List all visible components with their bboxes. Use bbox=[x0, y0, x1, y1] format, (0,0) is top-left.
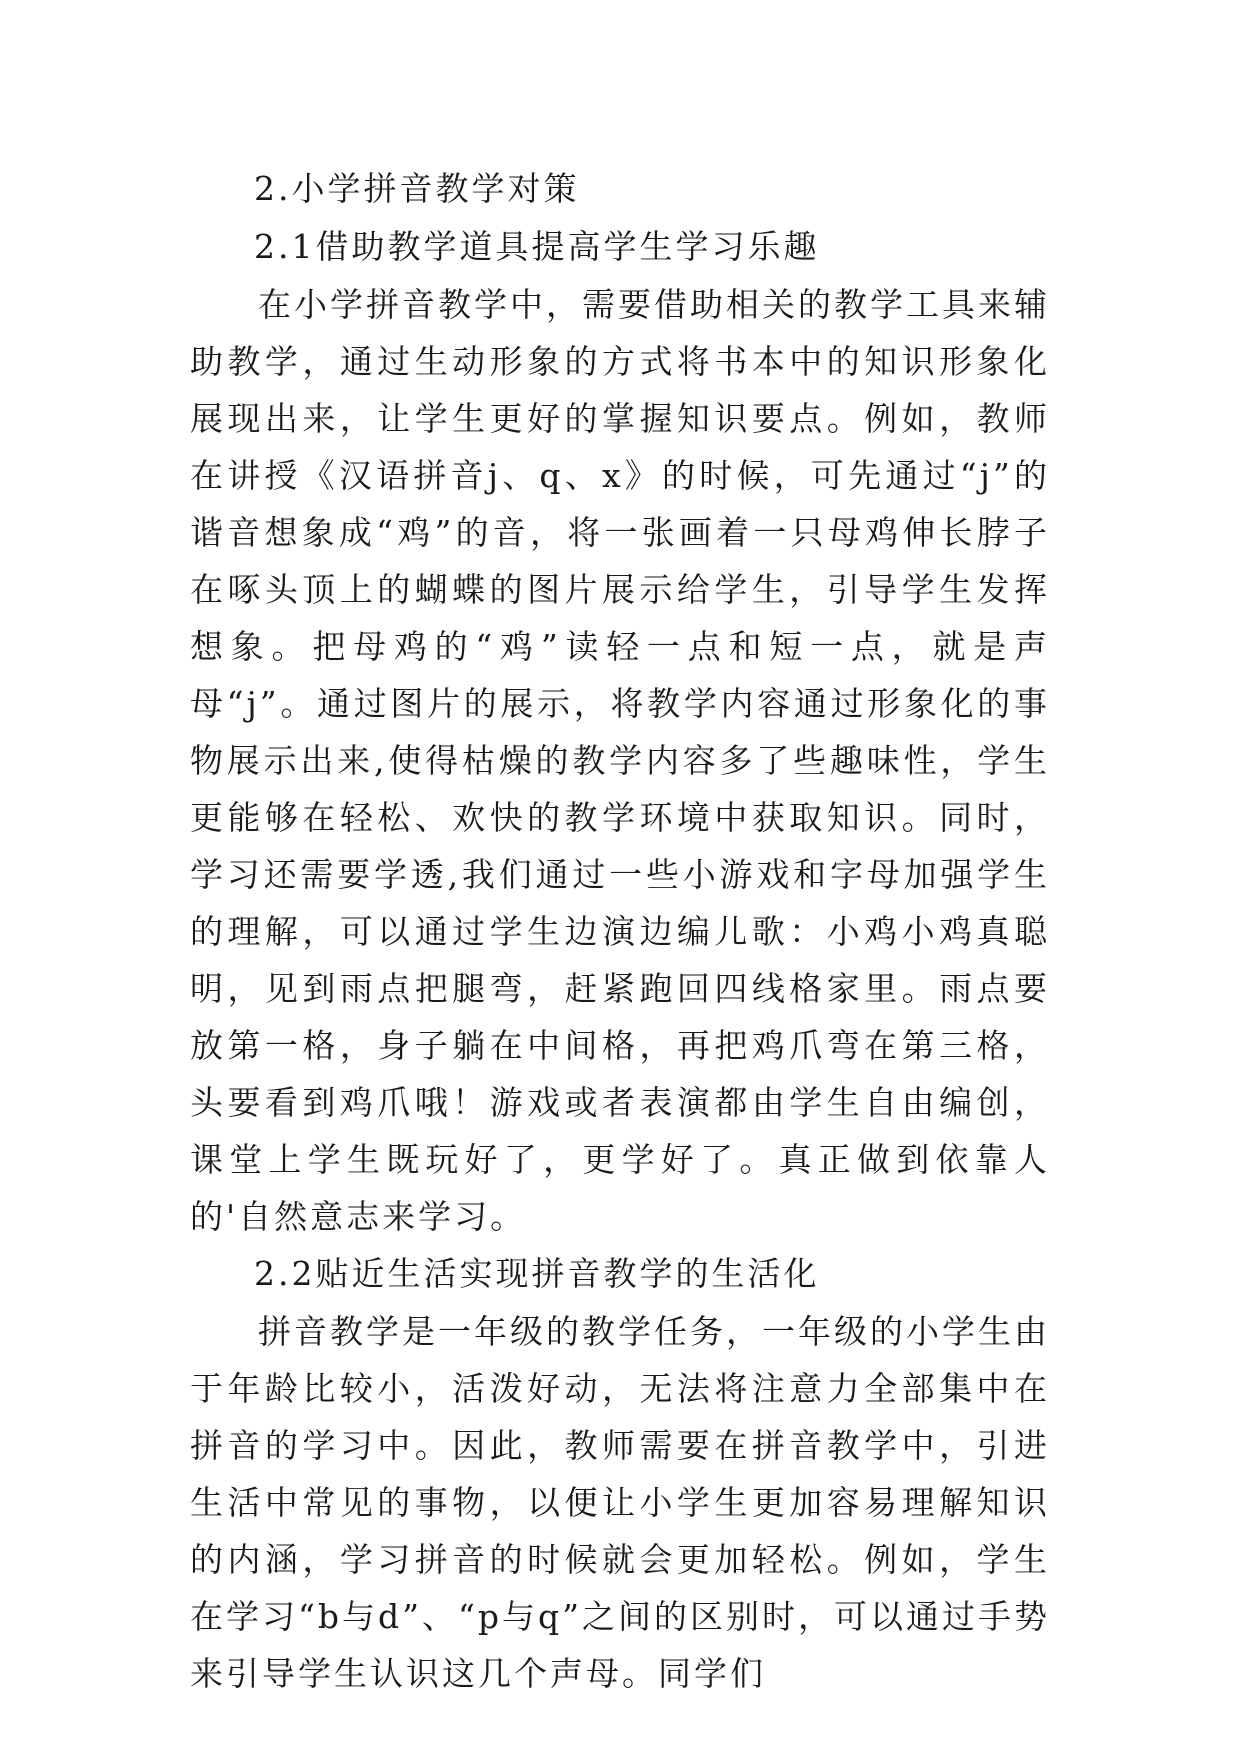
subsection-heading-2-2: 2.2贴近生活实现拼音教学的生活化 bbox=[254, 1254, 820, 1293]
paragraph-2-1: 在小学拼音教学中，需要借助相关的教学工具来辅助教学，通过生动形象的方式将书本中的知识形象化展现出来，让学生更好的掌握知识要点。例如，教师在讲授《汉语拼音j、q、x》的时候，可先通过“j”的谐音想象成“鸡”的音，将一张画着一只母鸡伸长脖子在啄头顶上的蝴蝶的图片展示给学生，引导学生发挥想象。把母鸡的“鸡”读轻一点和短一点，就是声母“j”。通过图片的展示，将教学内容通过形象化的事物展示出来,使得枯燥的教学内容多了些趣味性，学生更能够在轻松、欢快的教学环境中获取知识。同时，学习还需要学透,我们通过一些小游戏和字母加强学生的理解，可以通过学生边演边编儿歌：小鸡小鸡真聪明，见到雨点把腿弯，赶紧跑回四线格家里。雨点要放第一格，身子躺在中间格，再把鸡爪弯在第三格，头要看到鸡爪哦！游戏或者表演都由学生自由编创，课堂上学生既玩好了，更学好了。真正做到依靠人的'自然意志来学习。 bbox=[190, 285, 1050, 1236]
paragraph-2-2: 拼音教学是一年级的教学任务，一年级的小学生由于年龄比较小，活泼好动，无法将注意力全部集中在拼音的学习中。因此，教师需要在拼音教学中，引进生活中常见的事物，以便让小学生更加容易理解知识的内涵，学习拼音的时候就会更加轻松。例如，学生在学习“b与d”、“p与q”之间的区别时，可以通过手势来引导学生认识这几个声母。同学们 bbox=[190, 1312, 1050, 1693]
subsection-heading-2-1: 2.1借助教学道具提高学生学习乐趣 bbox=[254, 227, 820, 266]
document-body bbox=[190, 160, 1050, 1702]
section-heading: 2.小学拼音教学对策 bbox=[254, 169, 580, 208]
